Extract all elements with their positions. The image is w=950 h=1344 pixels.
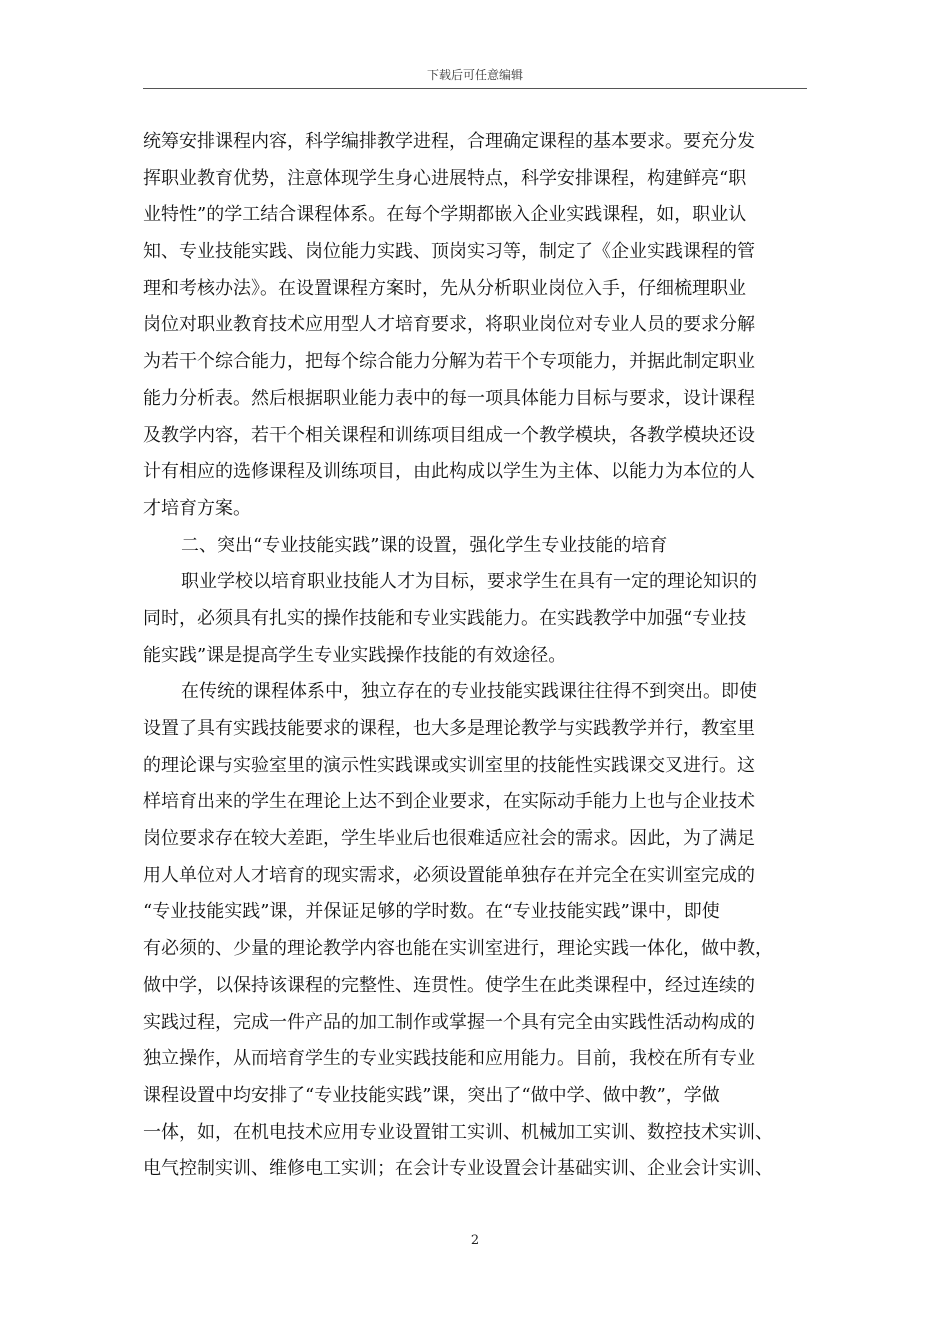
text-line: 计有相应的选修课程及训练项目，由此构成以学生为主体、以能力为本位的人 [143, 461, 755, 483]
text-line: 职业学校以培育职业技能人才为目标，要求学生在具有一定的理论知识的 [181, 571, 757, 593]
document-body [143, 124, 819, 1188]
text-line: 能力分析表。然后根据职业能力表中的每一项具体能力目标与要求，设计课程 [143, 387, 755, 409]
text-line: 及教学内容，若干个相关课程和训练项目组成一个教学模块，各教学模块还设 [143, 424, 755, 446]
text-line: 才培育方案。 [143, 497, 251, 519]
text-line: 做中学，以保持该课程的完整性、连贯性。使学生在此类课程中，经过连续的 [143, 974, 755, 996]
text-line: 知、专业技能实践、岗位能力实践、顶岗实习等，制定了《企业实践课程的管 [143, 241, 755, 263]
text-line: 业特性”的学工结合课程体系。在每个学期都嵌入企业实践课程，如，职业认 [143, 204, 747, 226]
text-line: 一体，如，在机电技术应用专业设置钳工实训、机械加工实训、数控技术实训、 [143, 1121, 773, 1143]
section-heading: 二、突出“专业技能实践”课的设置，强化学生专业技能的培育 [181, 534, 668, 556]
text-line: 岗位要求存在较大差距，学生毕业后也很难适应社会的需求。因此，为了满足 [143, 828, 755, 850]
text-line: 独立操作，从而培育学生的专业实践技能和应用能力。目前，我校在所有专业 [143, 1048, 755, 1070]
text-line: 统筹安排课程内容，科学编排教学进程，合理确定课程的基本要求。要充分发 [143, 131, 755, 152]
text-line: 同时，必须具有扎实的操作技能和专业实践能力。在实践教学中加强“专业技 [143, 607, 747, 629]
text-line: 理和考核办法》。在设置课程方案时，先从分析职业岗位入手，仔细梳理职业 [143, 277, 746, 299]
text-line: 样培育出来的学生在理论上达不到企业要求，在实际动手能力上也与企业技术 [143, 791, 755, 813]
text-line: 有必须的、少量的理论教学内容也能在实训室进行，理论实践一体化，做中教， [143, 938, 773, 960]
text-line: 的理论课与实验室里的演示性实践课或实训室里的技能性实践课交叉进行。这 [143, 754, 755, 776]
text-line: 用人单位对人才培育的现实需求，必须设置能单独存在并完全在实训室完成的 [143, 864, 755, 886]
text-line: 设置了具有实践技能要求的课程，也大多是理论教学与实践教学并行，教室里 [143, 718, 755, 739]
text-line: 岗位对职业教育技术应用型人才培育要求，将职业岗位对专业人员的要求分解 [143, 314, 755, 336]
text-line: 在传统的课程体系中，独立存在的专业技能实践课往往得不到突出。即使 [181, 681, 757, 703]
text-line: 电气控制实训、维修电工实训；在会计专业设置会计基础实训、企业会计实训、 [143, 1158, 773, 1180]
text-line: 实践过程，完成一件产品的加工制作或掌握一个具有完全由实践性活动构成的 [143, 1011, 755, 1033]
text-line: “专业技能实践”课，并保证足够的学时数。在“专业技能实践”课中，即使 [143, 901, 720, 923]
header-rule [143, 88, 807, 89]
text-line: 挥职业教育优势，注意体现学生身心进展特点，科学安排课程，构建鲜亮“职 [143, 167, 747, 189]
text-line: 能实践”课是提高学生专业实践操作技能的有效途径。 [143, 644, 567, 666]
text-line: 课程设置中均安排了“专业技能实践”课，突出了“做中学、做中教”，学做 [143, 1084, 720, 1106]
page-number: 2 [470, 1233, 480, 1248]
page-header: 下载后可任意编辑 [426, 68, 523, 82]
text-line: 为若干个综合能力，把每个综合能力分解为若干个专项能力，并据此制定职业 [143, 351, 755, 373]
